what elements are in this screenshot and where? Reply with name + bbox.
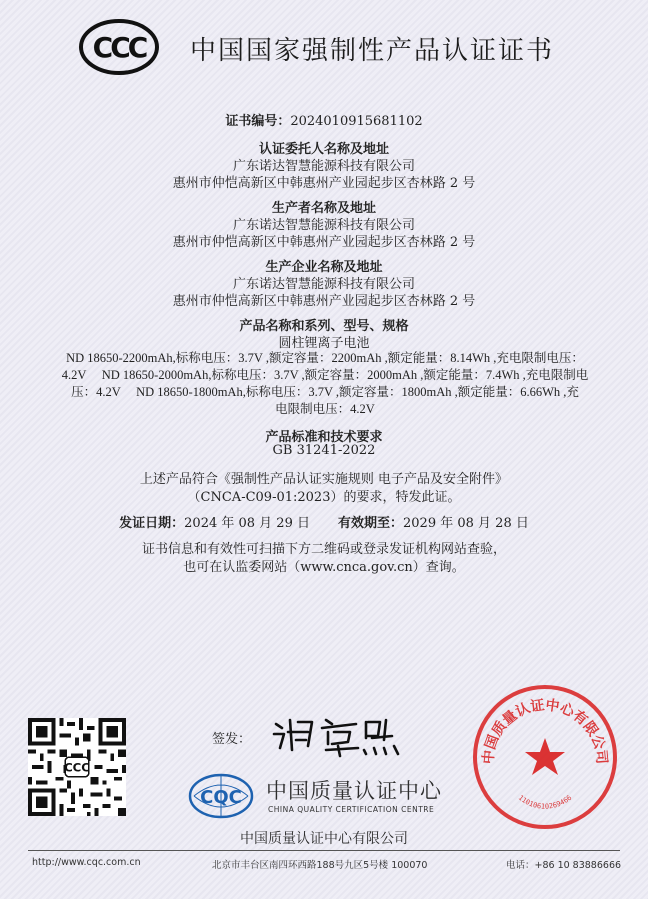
- footer-address: 北京市丰台区南四环西路188号九区5号楼 100070: [212, 860, 428, 871]
- product-specifications: [30, 350, 620, 418]
- certificate-number: 证书编号：2024010915681102: [225, 114, 423, 129]
- issuer-name-en: CHINA QUALITY CERTIFICATION CENTRE: [268, 805, 435, 814]
- svg-text:CCC: CCC: [64, 760, 90, 775]
- svg-text:中国质量认证中心有限公司: 中国质量认证中心有限公司: [480, 697, 610, 765]
- svg-text:1101061026946​6: 1101061026946​6: [516, 793, 574, 811]
- cqc-logo: [188, 772, 254, 820]
- expiry-date: 2029 年 08 月 28 日: [403, 516, 529, 531]
- manufacturer-name: 广东诺达智慧能源科技有限公司: [232, 218, 415, 233]
- spec-line: 电限制电压：4.2V: [275, 402, 375, 416]
- official-seal: [470, 682, 620, 832]
- standard-heading: 产品标准和技术要求: [265, 430, 383, 445]
- qr-code[interactable]: [28, 718, 126, 816]
- manufacturer-heading: 生产者名称及地址: [271, 201, 376, 216]
- conformity-line: （CNCA-C09-01:2023）的要求，特发此证。: [187, 490, 461, 505]
- manufacturer-address: 惠州市仲恺高新区中韩惠州产业园起步区杏林路 2 号: [172, 235, 476, 250]
- footer-divider: [28, 850, 620, 851]
- spec-line: ND 18650-2200mAh,标称电压：3.7V ,额定容量：2200mAh ,额定能量：8.14Wh ,充电限制电压：: [66, 351, 584, 365]
- notice-line: 证书信息和有效性可扫描下方二维码或登录发证机构网站查验，: [141, 542, 506, 557]
- applicant-name: 广东诺达智慧能源科技有限公司: [232, 159, 415, 174]
- issue-date: 2024 年 08 月 29 日: [184, 516, 310, 531]
- spec-line: 压：4.2V ND 18650-1800mAh,标称电压：3.7V ,额定容量：1800mAh ,额定能量：6.66Wh ,充: [71, 385, 579, 399]
- svg-text:CCC: CCC: [92, 31, 146, 64]
- issue-date-label: 发证日期：: [119, 516, 185, 531]
- handwritten-signature: [268, 710, 418, 760]
- standard-value: GB 31241-2022: [272, 443, 376, 458]
- notice-line: 也可在认监委网站（www.cnca.gov.cn）查询。: [183, 560, 465, 575]
- factory-heading: 生产企业名称及地址: [265, 260, 383, 275]
- factory-address: 惠州市仲恺高新区中韩惠州产业园起步区杏林路 2 号: [172, 294, 476, 309]
- applicant-address: 惠州市仲恺高新区中韩惠州产业园起步区杏林路 2 号: [172, 176, 476, 191]
- svg-text:CQC: CQC: [200, 787, 242, 808]
- conformity-line: 上述产品符合《强制性产品认证实施规则 电子产品及安全附件》: [139, 472, 509, 487]
- spec-line: 4.2V ND 18650-2000mAh,标称电压：3.7V ,额定容量：2000mAh ,额定能量：7.4Wh ,充电限制电: [61, 368, 589, 382]
- issuer-full-name: 中国质量认证中心有限公司: [240, 831, 408, 847]
- product-heading: 产品名称和系列、型号、规格: [239, 319, 409, 334]
- product-name: 圆柱锂离子电池: [278, 336, 370, 351]
- signature-label: 签发：: [212, 732, 252, 747]
- factory-name: 广东诺达智慧能源科技有限公司: [232, 277, 415, 292]
- applicant-heading: 认证委托人名称及地址: [258, 142, 389, 157]
- issuer-name-cn: 中国质量认证中心: [266, 779, 442, 803]
- footer-phone: 电话：+86 10 83886666: [506, 860, 622, 871]
- document-title: 中国国家强制性产品认证证书: [190, 36, 555, 66]
- validity-dates: [0, 512, 648, 531]
- ccc-logo: [78, 18, 160, 76]
- footer-website[interactable]: http://www.cqc.com.cn: [32, 857, 141, 868]
- expiry-date-label: 有效期至：: [338, 516, 404, 531]
